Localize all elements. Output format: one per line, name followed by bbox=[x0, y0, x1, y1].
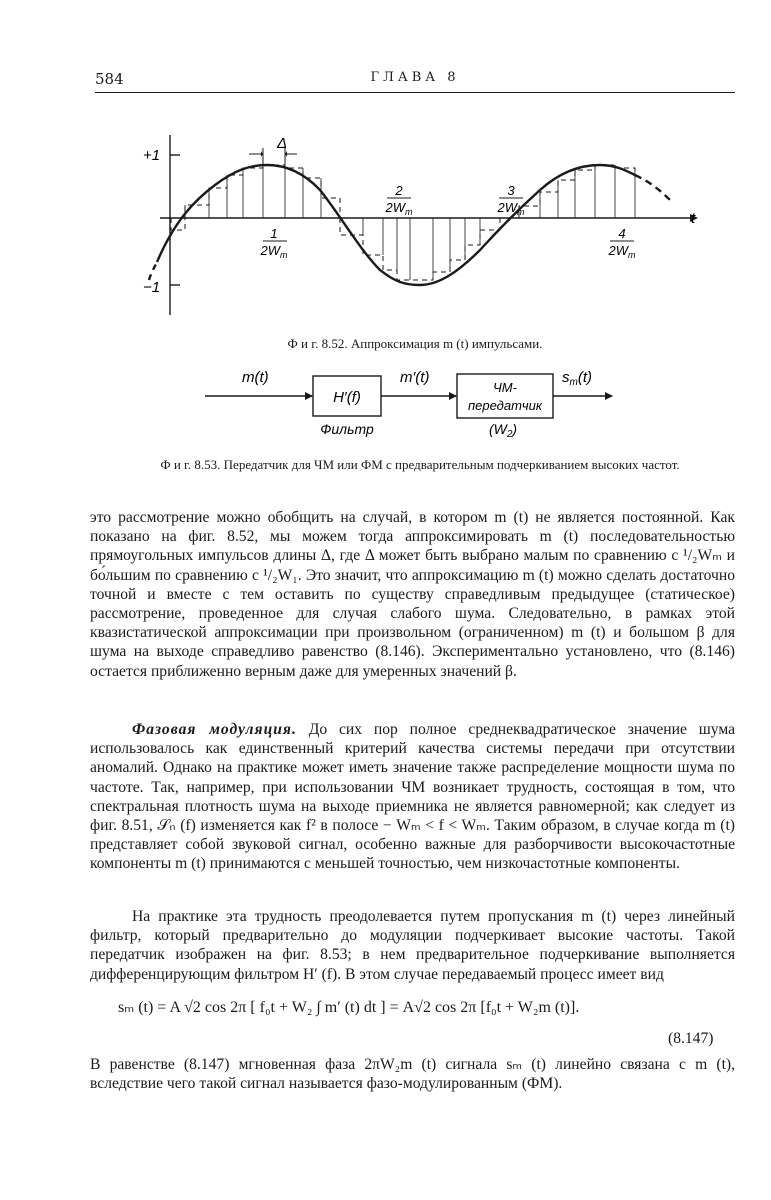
tick-label-3 bbox=[497, 183, 526, 217]
paragraph-2: Фазовая модуляция. До сих пор полное среднеквадратическое значение шума использовалось как единственный критерий качества системы передачи при отсутствии аномалий. Однако на практике может иметь значение также распределение мощности шума по частоте. Так, например, при использовании ЧМ возникает трудность, состоящая в том, что спектральная плотность шума на выходе приемника не является равномерной; как следует из фиг. 8.51, 𝒮ₙ (f) изменяется как f² в полосе − Wₘ < f < Wₘ. Таким образом, в случае когда m (t) представляет собой звуковой сигнал, особенно важные для разборчивости высокочастотные компоненты m (t) принимаются с меньшей точностью, чем низкочастотные компоненты. bbox=[90, 721, 735, 873]
signal-curve-dashed-start bbox=[149, 262, 157, 280]
pulse-approximation bbox=[171, 165, 635, 280]
svg-text:2Wm: $2W_m$ bbox=[497, 200, 525, 217]
svg-text:2Wm: $2W_m$ bbox=[385, 200, 413, 217]
paragraph-4: В равенстве (8.147) мгновенная фаза 2πW₂m (t) сигнала sₘ (t) линейно связана с m (t), вследствие чего такой сигнал называется фазо-модулированным (ФМ). bbox=[90, 1056, 735, 1093]
pulse-verticals bbox=[185, 165, 635, 280]
page-number: 584 bbox=[95, 70, 124, 88]
filter-block-label: H′(f) bbox=[333, 389, 361, 406]
y-minus-one-label: −1 bbox=[143, 279, 161, 296]
figure-8-52-caption: Ф и г. 8.52. Аппроксимация m (t) импульсами. bbox=[287, 336, 543, 351]
transmitter-caption: $(W_2)$ bbox=[488, 421, 518, 440]
t-axis-label: t bbox=[691, 210, 696, 227]
y-plus-one-label: +1 bbox=[143, 147, 161, 164]
delta-label: Δ bbox=[277, 135, 288, 152]
tick-label-1 bbox=[260, 226, 289, 260]
filter-caption: Фильтр bbox=[320, 421, 374, 437]
output-label: $s_m(t)$ bbox=[562, 369, 593, 388]
equation-8-147: sₘ (t) = A √2 cos 2π [ f₀t + W₂ ∫ m′ (t) dt ] = A√2 cos 2π [f₀t + W₂m (t)]. bbox=[118, 999, 580, 1016]
figure-8-53 bbox=[200, 360, 620, 440]
tick-label-4 bbox=[608, 226, 637, 260]
middle-label: m′(t) bbox=[400, 369, 430, 386]
transmitter-label-line1: ЧМ- bbox=[493, 380, 517, 395]
svg-text:2Wm: $2W_m$ bbox=[260, 243, 288, 260]
section-heading-phase-modulation: Фазовая модуляция. bbox=[132, 721, 297, 738]
transmitter-label-line2: передатчик bbox=[467, 398, 543, 413]
chapter-title: ГЛАВА 8 bbox=[370, 70, 460, 85]
svg-text:4: 4 bbox=[618, 226, 626, 241]
svg-text:3: 3 bbox=[507, 183, 515, 198]
paragraph-3: На практике эта трудность преодолевается путем пропускания m (t) через линейный фильтр, который предварительно до модуляции подчеркивает высокие частоты. Такой передатчик изображен на фиг. 8.53; в нем предварительное подчеркивание выполняется дифференцирующим фильтром H′ (f). В этом случае передаваемый процесс имеет вид bbox=[90, 908, 735, 983]
input-label: m(t) bbox=[242, 369, 269, 386]
page-header bbox=[95, 70, 735, 93]
tick-label-2 bbox=[385, 183, 414, 217]
equation-number: (8.147) bbox=[668, 1030, 714, 1047]
svg-text:2: 2 bbox=[395, 183, 403, 198]
figure-8-52 bbox=[135, 110, 705, 332]
svg-text:2Wm: $2W_m$ bbox=[608, 243, 636, 260]
svg-text:1: 1 bbox=[270, 226, 278, 241]
figure-8-53-caption: Ф и г. 8.53. Передатчик для ЧМ или ФМ с предварительным подчеркиванием высоких частот. bbox=[160, 457, 680, 472]
signal-curve-dashed-end bbox=[635, 175, 670, 200]
paragraph-1: это рассмотрение можно обобщить на случай, в котором m (t) не является постоянной. Как показано на фиг. 8.52, мы можем тогда аппроксимировать m (t) последовательностью прямоугольных импульсов длины Δ, где Δ может быть выбрано малым по сравнению с ¹/₂Wₘ и бо́льшим по сравнению с ¹/₂W₁. Это значит, что аппроксимацию m (t) можно сделать достаточно точной и вместе с тем оставить по существу справедливым предыдущее (статическое) рассмотрение, проведенное для случая слабого шума. Следовательно, в рамках этой квазистатической аппроксимации при произвольном (ограниченном) m (t) и большом β для шума на выходе справедливо равенство (8.146). Экспериментально установлено, что (8.146) остается приближенно верным даже для умеренных значений β. bbox=[90, 509, 735, 680]
